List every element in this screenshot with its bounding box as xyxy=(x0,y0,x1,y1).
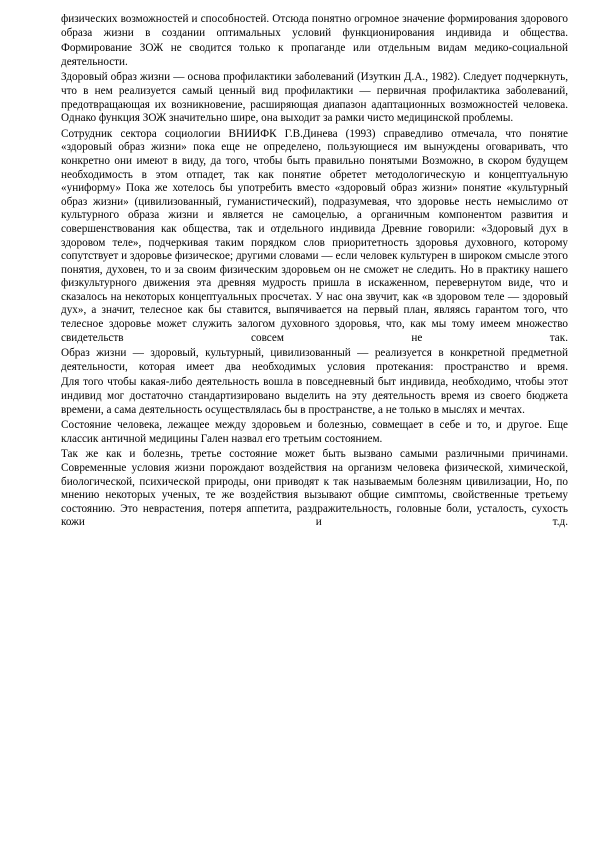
paragraph: Образ жизни — здоровый, культурный, цивилизованный — реализуется в конкретной предметной деятельности, которая имеет два необходимых условия протекания: пространство и время. xyxy=(61,347,568,373)
paragraph: Для того чтобы какая-либо деятельность вошла в повседневный быт индивида, необходимо, чтобы этот индивид мог достаточно стандартизировано выделить на эту деятельность время из своего бюджета времени, а сама деятельность осуществлялась бы в пространстве, а не только в мыслях и мечтах. xyxy=(61,376,568,416)
paragraph: Состояние человека, лежащее между здоровьем и болезнью, совмещает в себе и то, и другое. Еще классик античной медицины Гален назвал его третьим состоянием. xyxy=(61,419,568,445)
paragraph: физических возможностей и способностей. Отсюда понятно огромное значение формирования здорового образа жизни в создании оптимальных условий функционирования индивида и общества. xyxy=(61,13,568,39)
paragraph: Так же как и болезнь, третье состояние может быть вызвано самыми различными причинами. Современные условия жизни порождают воздействия на организм человека физической, химической, биологической, психической природы, они приводят к так называемым болезням цивилизации, Но, по мнению некоторых ученых, те же воздействия вызывают общие симптомы, свойственные третьему состоянию. Это неврастения, потеря аппетита, раздражительность, головные боли, усталость, сухость кожи и т.д. xyxy=(61,448,568,529)
paragraph: Здоровый образ жизни — основа профилактики заболеваний (Изуткин Д.А., 1982). Следует подчеркнуть, что в нем реализуется самый ценный вид профилактики — первичная профилактика заболеваний, предотвращающая их возникновение, расширяющая диапазон адаптационных возможностей человека. Однако функция ЗОЖ значительно шире, она выходит за рамки чисто медицинской проблемы. xyxy=(61,71,568,125)
paragraph: Сотрудник сектора социологии ВНИИФК Г.В.Динева (1993) справедливо отмечала, что понятие «здоровый образ жизни» пока еще не определено, пользующиеся им вынуждены оговаривать, что конкретно они имеют в виду, да того, чтобы быть правильно понятыми Возможно, в скором будущем необходимость в этом отпадет, так как понятие обретет методологическую и концептуальную «униформу» Пока же хотелось бы употребить вместо «здоровый образ жизни» понятие «культурный образ жизни» (цивилизованный, гуманистический), подразумевая, что здоровье несть немыслимо от культурного образа жизни и является не самоцелью, а органичным компонентом развития и совершенствования как общества, так и отдельного индивида Древние говорили: «Здоровый дух в здоровом теле», подчеркивая таким порядком слов приоритетность здоровья духовного, которому сопутствует и здоровье физическое; другими словами — если человек культурен в широком смысле этого понятия, духовен, то и за своим физическим здоровьем он не сможет не следить. Но в практику нашего физкультурного движения эта древняя мудрость пришла в искаженном, перевернутом виде, что и сказалось на некоторых концептуальных просчетах. У нас она звучит, как «в здоровом теле — здоровый дух», а значит, телесное как бы ставится, выпячивается на первый план, являясь гарантом того, что телесное здоровье может служить залогом духовного здоровья, что, как мы тому имеем множество свидетельств совсем не так. xyxy=(61,127,568,344)
document-body xyxy=(61,13,568,530)
paragraph: Формирование ЗОЖ не сводится только к пропаганде или отдельным видам медико-социальной деятельности. xyxy=(61,42,568,68)
